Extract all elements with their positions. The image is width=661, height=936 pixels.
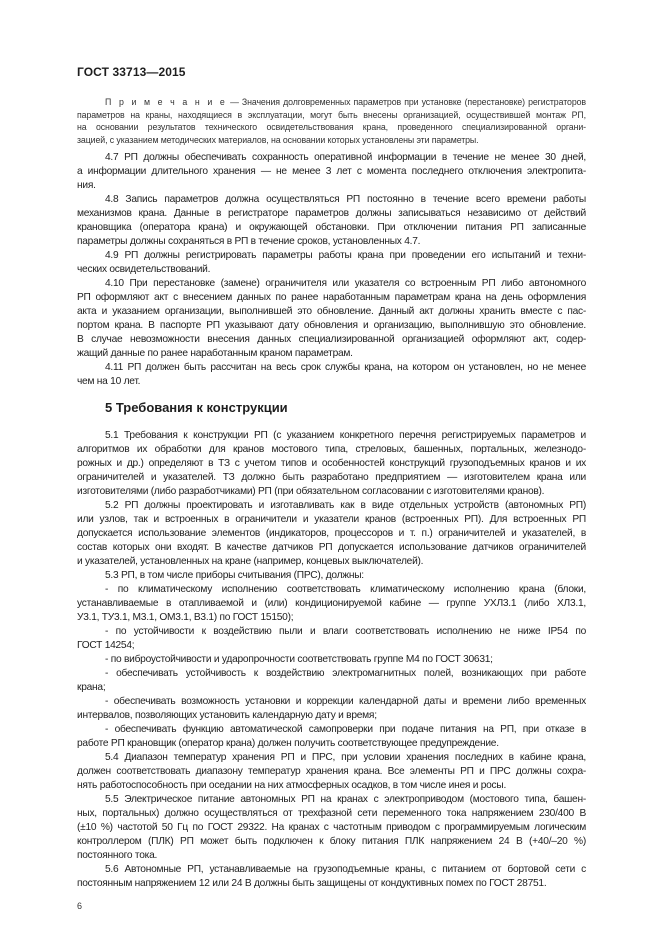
paragraph-line: и указателей, установленных на кране (например, концевых выключателей). — [77, 556, 424, 567]
page-number: 6 — [77, 901, 83, 911]
paragraph-line: работе РП крановщик (оператор крана) должен получить соответствующее предупреждение. — [77, 738, 499, 749]
paragraph-line: рожных и др.) определяют в ТЗ с учетом типов и особенностей конструкций грузоподъемных кранов и их — [77, 458, 586, 469]
paragraph-line: - по климатическому исполнению соответствовать климатическому исполнению крана (блоки, — [105, 584, 586, 595]
paragraph-line: жащий данные по ранее наработанным краном параметрам. — [77, 348, 353, 359]
note-line — [77, 96, 586, 109]
paragraph-line: - обеспечивать функцию автоматической самопроверки при подаче питания на РП, при отказе в — [105, 724, 586, 735]
paragraph-line: 5.2 РП должны проектировать и изготавливать как в виде отдельных устройств (автономных РП) — [105, 500, 586, 511]
paragraph-line: 5.4 Диапазон температур хранения РП и ПРС, при условии хранения последних в кабине крана, — [105, 752, 586, 763]
document-header: ГОСТ 33713—2015 — [77, 65, 186, 79]
paragraph-line: ных, портальных) должно осуществляться от трехфазной сети переменного тока напряжением 230/400 В — [77, 808, 586, 819]
section-4-body — [77, 151, 586, 389]
paragraph-line: (±10 %) частотой 50 Гц по ГОСТ 29322. На кранах с частотным приводом с программируемым логическим — [77, 822, 586, 833]
paragraph-line: интервалов, позволяющих установить календарную дату и время; — [77, 710, 377, 721]
paragraph-line: постоянным напряжением 12 или 24 В должны быть защищены от кондуктивных помех по ГОСТ 28751. — [77, 878, 547, 889]
paragraph-line: - обеспечивать устойчивость к воздействию электромагнитных полей, возникающих при работе — [105, 668, 586, 679]
paragraph-line: ГОСТ 14254; — [77, 640, 135, 651]
paragraph-line: состав которых они входят. В качестве датчиков РП допускается использование датчиков ограничителей — [77, 542, 586, 553]
paragraph-line: 4.7 РП должны обеспечивать сохранность оперативной информации в течение не менее 30 дней, — [105, 152, 586, 163]
paragraph-line: устанавливаемые в отапливаемой и (или) кондиционируемой кабине — группе УХЛ3.1 (либо ХЛ3.1, — [77, 598, 586, 609]
note-line: зацией, с указанием методических материалов, на основании которых установлены эти параметры. — [77, 134, 479, 145]
paragraph-line: а информации длительного хранения — не менее 3 лет с момента последнего отключения электропита- — [77, 166, 586, 177]
paragraph-line: изготовителями (либо разработчиками) РП (при обязательном согласовании с изготовителями кранов). — [77, 486, 545, 497]
section-5-heading: 5 Требования к конструкции — [105, 400, 288, 415]
paragraph-line: ограничителей и указателей. ТЗ должно быть разработано предприятием — изготовителем крана или — [77, 472, 586, 483]
paragraph-line: 4.8 Запись параметров должна осуществляться РП постоянно в течение всего времени работы — [105, 194, 586, 205]
paragraph-line: акта и указанием организации, выполнившей это обновление. Данный акт должны хранить вместе с пас- — [77, 306, 586, 317]
paragraph-line: крана; — [77, 682, 106, 693]
paragraph-line: - по виброустойчивости и ударопрочности соответствовать группе М4 по ГОСТ 30631; — [105, 654, 493, 665]
paragraph-line: параметры должны сохраняться в РП в течение сроков, установленных 4.7. — [77, 236, 421, 247]
note-line: на основании результатов технического освидетельствования крана, проведенного специализированной органи- — [77, 122, 586, 133]
paragraph-line: 4.10 При перестановке (замене) ограничителя или указателя со встроенным РП либо автономного — [105, 278, 586, 289]
paragraph-line: постоянного тока. — [77, 850, 158, 861]
paragraph-line: крановщика (оператора крана) и окружающей обстановки. При отключении питания РП записанные — [77, 222, 586, 233]
note-block — [77, 96, 586, 146]
paragraph-line: 4.11 РП должен быть рассчитан на весь срок службы крана, на котором он установлен, но не менее — [105, 362, 586, 373]
paragraph-line: должен соответствовать диапазону температур хранения крана. Все элементы РП и ПРС должны сохра- — [77, 766, 586, 777]
paragraph-line: механизмов крана. Данные в регистраторе параметров должны записываться независимо от действий — [77, 208, 586, 219]
paragraph-line: чем на 10 лет. — [77, 376, 141, 387]
paragraph-line: алгоритмов их обработки для кранов мостового типа, стреловых, башенных, портальных, железнодо- — [77, 444, 586, 455]
note-text: — Значения долговременных параметров при установке (перестановке) регистраторов — [226, 97, 586, 107]
paragraph-line: портом крана. В паспорте РП указывают дату обновления и организацию, выполнившую это обновление. — [77, 320, 586, 331]
section-5-body — [77, 429, 586, 891]
paragraph-line: 5.5 Электрическое питание автономных РП на кранах с электроприводом (мостового типа, башен- — [105, 794, 586, 805]
paragraph-line: ческих освидетельствований. — [77, 264, 211, 275]
paragraph-line: В случае невозможности внесения данных специализированной организацией оформляют акт, содер- — [77, 334, 586, 345]
paragraph-line: 5.6 Автономные РП, устанавливаемые на грузоподъемные краны, с питанием от бортовой сети с — [105, 864, 586, 875]
note-label: П р и м е ч а н и е — [105, 97, 227, 107]
paragraph-line: 5.3 РП, в том числе приборы считывания (ПРС), должны: — [105, 570, 364, 581]
paragraph-line: - обеспечивать возможность установки и коррекции календарной даты и времени либо временных — [105, 696, 586, 707]
paragraph-line: контроллером (ПЛК) РП может быть подключен к блоку питания ПЛК напряжением 24 В (+40/–20 %) — [77, 836, 586, 847]
paragraph-line: - по устойчивости к воздействию пыли и влаги соответствовать исполнению не ниже IP54 по — [105, 626, 586, 637]
note-line: параметров на краны, находящиеся в эксплуатации, могут быть внесены организацией, осуществившей монтаж РП, — [77, 109, 586, 120]
paragraph-line: допускается использование элементов (индикаторов, процессоров и т. п.) ограничителей и указателей, в — [77, 528, 586, 539]
paragraph-line: или узлов, так и встроенных в ограничители и указатели кранов (встроенных РП). Для встроенных РП — [77, 514, 586, 525]
paragraph-line: 5.1 Требования к конструкции РП (с указанием конкретного перечня регистрируемых параметров и — [105, 430, 586, 441]
paragraph-line: РП оформляют акт с внесением данных по ранее наработанным параметрам крана на день оформления — [77, 292, 586, 303]
paragraph-line: ния. — [77, 180, 96, 191]
paragraph-line: У3.1, ТУ3.1, М3.1, ОМ3.1, В3.1) по ГОСТ 15150); — [77, 612, 294, 623]
paragraph-line: 4.9 РП должны регистрировать параметры работы крана при проведении его испытаний и техни- — [105, 250, 586, 261]
paragraph-line: нять работоспособность при оседании на них атмосферных осадков, в том числе инея и росы. — [77, 780, 507, 791]
